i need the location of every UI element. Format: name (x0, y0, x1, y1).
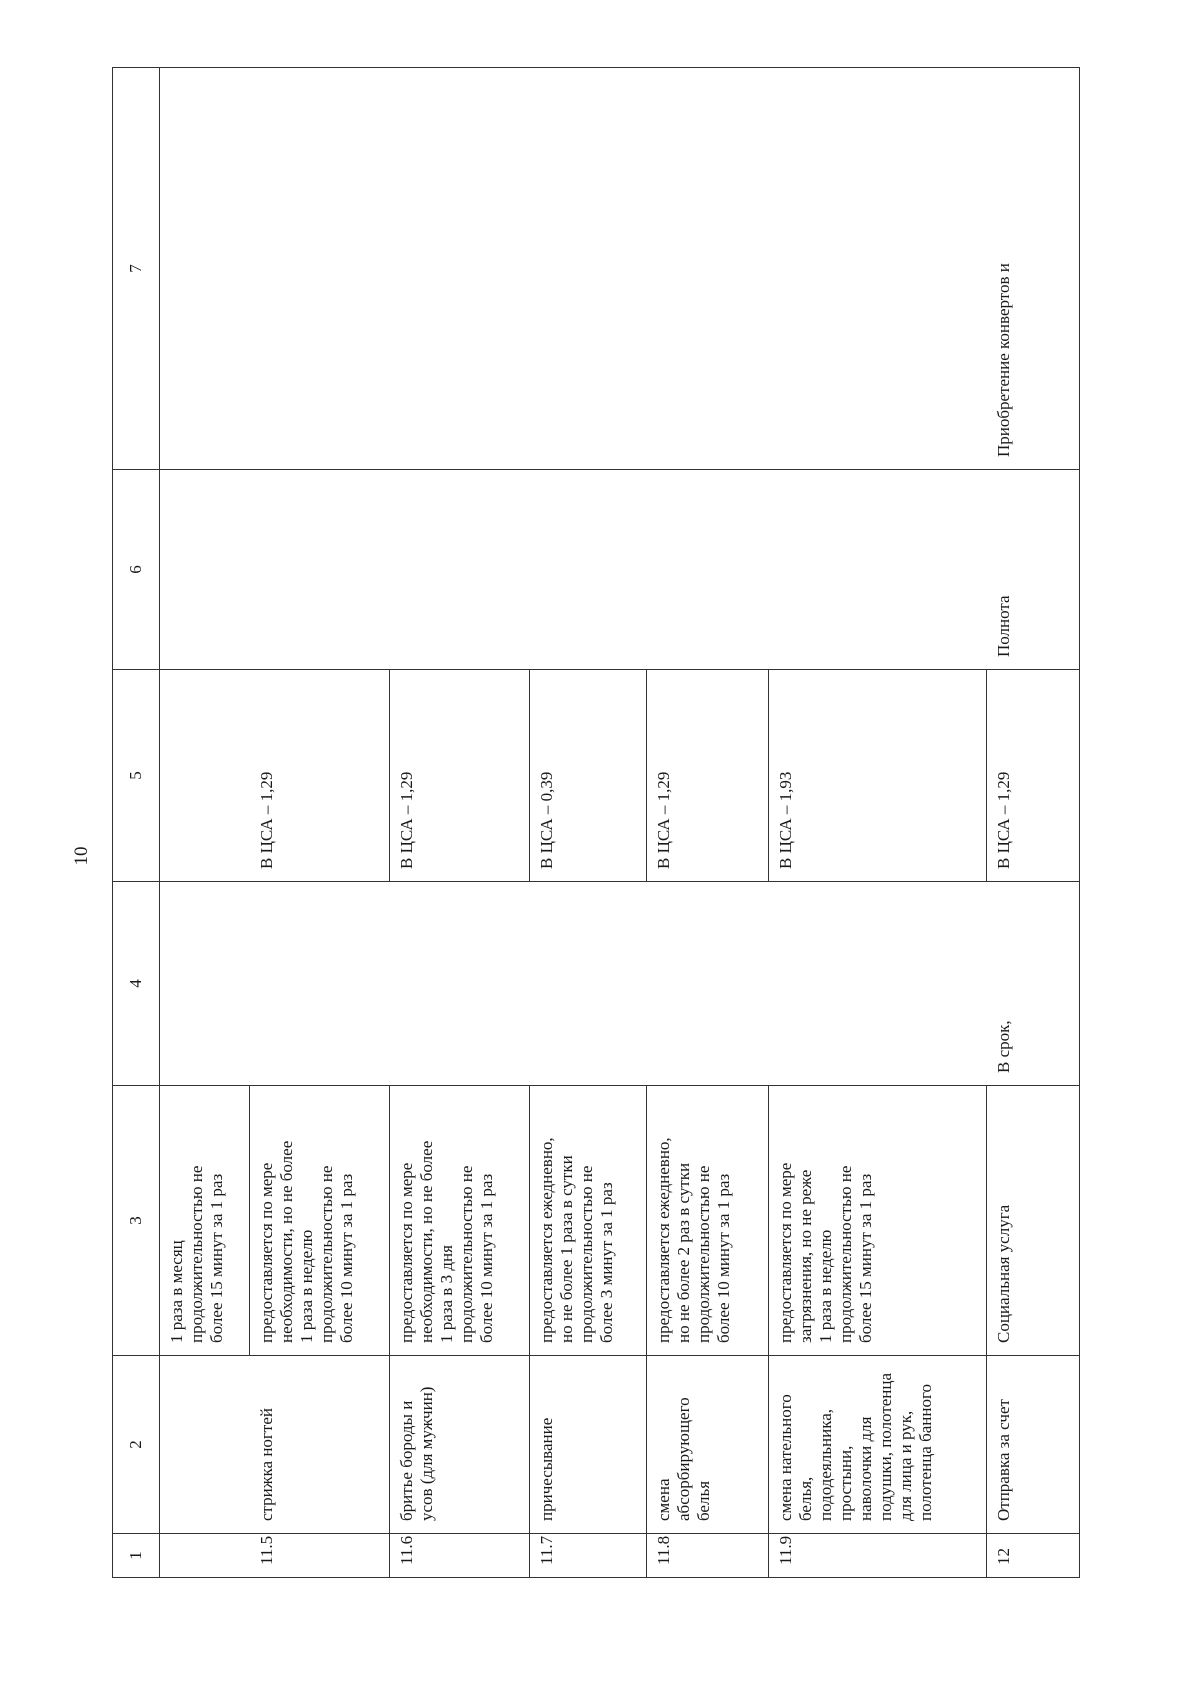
column-number: 6 (113, 470, 160, 670)
rotated-table-wrapper (112, 68, 1080, 1578)
frequency-cell: предоставляется по мере необходимости, но не более 1 раза в 3 дня продолжительностью не более 10 минут за 1 раз (390, 1086, 530, 1356)
row-number: 12 (987, 1534, 1080, 1578)
table-cell (769, 470, 987, 670)
table-cell (160, 470, 250, 670)
table-cell (160, 1534, 250, 1578)
column-number: 1 (113, 1534, 160, 1578)
table-row (987, 68, 1080, 1578)
cost-cell: В ЦСА – 0,39 (530, 670, 647, 882)
frequency-cell: предоставляется по мере загрязнения, но не реже 1 раза в неделю продолжительностью не более 15 минут за 1 раз (769, 1086, 987, 1356)
table-cell (250, 68, 390, 470)
table-row (647, 68, 769, 1578)
service-name: смена нательного белья, пододеяльника, простыни, наволочки для подушки, полотенца для лица и рук, полотенца банного (769, 1356, 987, 1534)
table-cell (769, 68, 987, 470)
row-number: 11.9 (769, 1534, 987, 1578)
table-row (250, 68, 390, 1578)
services-table (112, 67, 1080, 1578)
table-cell (647, 68, 769, 470)
conditions-cell: Приобретение конвертов и (987, 68, 1080, 470)
continuation-row (160, 68, 250, 1578)
table-cell (390, 68, 530, 470)
service-name: стрижка ногтей (250, 1356, 390, 1534)
column-number: 7 (113, 68, 160, 470)
frequency-cell: предоставляется ежедневно, но не более 2 раз в сутки продолжительностью не более 10 минут за 1 раз (647, 1086, 769, 1356)
frequency-cell: предоставляется ежедневно, но не более 1 раза в сутки продолжительностью не более 3 минут за 1 раз (530, 1086, 647, 1356)
row-number: 11.7 (530, 1534, 647, 1578)
table-cell (530, 68, 647, 470)
term-cell: В срок, (987, 882, 1080, 1086)
cost-cell: В ЦСА – 1,29 (987, 670, 1080, 882)
row-number: 11.6 (390, 1534, 530, 1578)
service-name: причесывание (530, 1356, 647, 1534)
quality-cell: Полнота (987, 470, 1080, 670)
table-cell (530, 470, 647, 670)
cost-cell: В ЦСА – 1,29 (390, 670, 530, 882)
column-number: 2 (113, 1356, 160, 1534)
table-cell (250, 882, 390, 1086)
table-cell (160, 1356, 250, 1534)
table-cell (647, 470, 769, 670)
service-name: смена абсорбирующего белья (647, 1356, 769, 1534)
cost-cell: В ЦСА – 1,29 (647, 670, 769, 882)
service-name: Отправка за счет (987, 1356, 1080, 1534)
table-cell (769, 882, 987, 1086)
table-cell (390, 470, 530, 670)
frequency-cell: предоставляется по мере необходимости, но не более 1 раза в неделю продолжительностью не более 10 минут за 1 раз (250, 1086, 390, 1356)
table-cell (390, 882, 530, 1086)
table-cell (160, 670, 250, 882)
column-number: 3 (113, 1086, 160, 1356)
service-name: бритье бороды и усов (для мужчин) (390, 1356, 530, 1534)
frequency-cell: Социальная услуга (987, 1086, 1080, 1356)
column-number: 5 (113, 670, 160, 882)
table-cell (530, 882, 647, 1086)
frequency-cell: 1 раза в месяц продолжительностью не более 15 минут за 1 раз (160, 1086, 250, 1356)
table-row (769, 68, 987, 1578)
table-row (390, 68, 530, 1578)
page-number: 10 (71, 846, 92, 866)
row-number: 11.8 (647, 1534, 769, 1578)
column-number-row (113, 68, 160, 1578)
table-cell (160, 68, 250, 470)
row-number: 11.5 (250, 1534, 390, 1578)
table-cell (250, 470, 390, 670)
cost-cell: В ЦСА – 1,29 (250, 670, 390, 882)
table-cell (647, 882, 769, 1086)
cost-cell: В ЦСА – 1,93 (769, 670, 987, 882)
table-cell (160, 882, 250, 1086)
table-row (530, 68, 647, 1578)
column-number: 4 (113, 882, 160, 1086)
